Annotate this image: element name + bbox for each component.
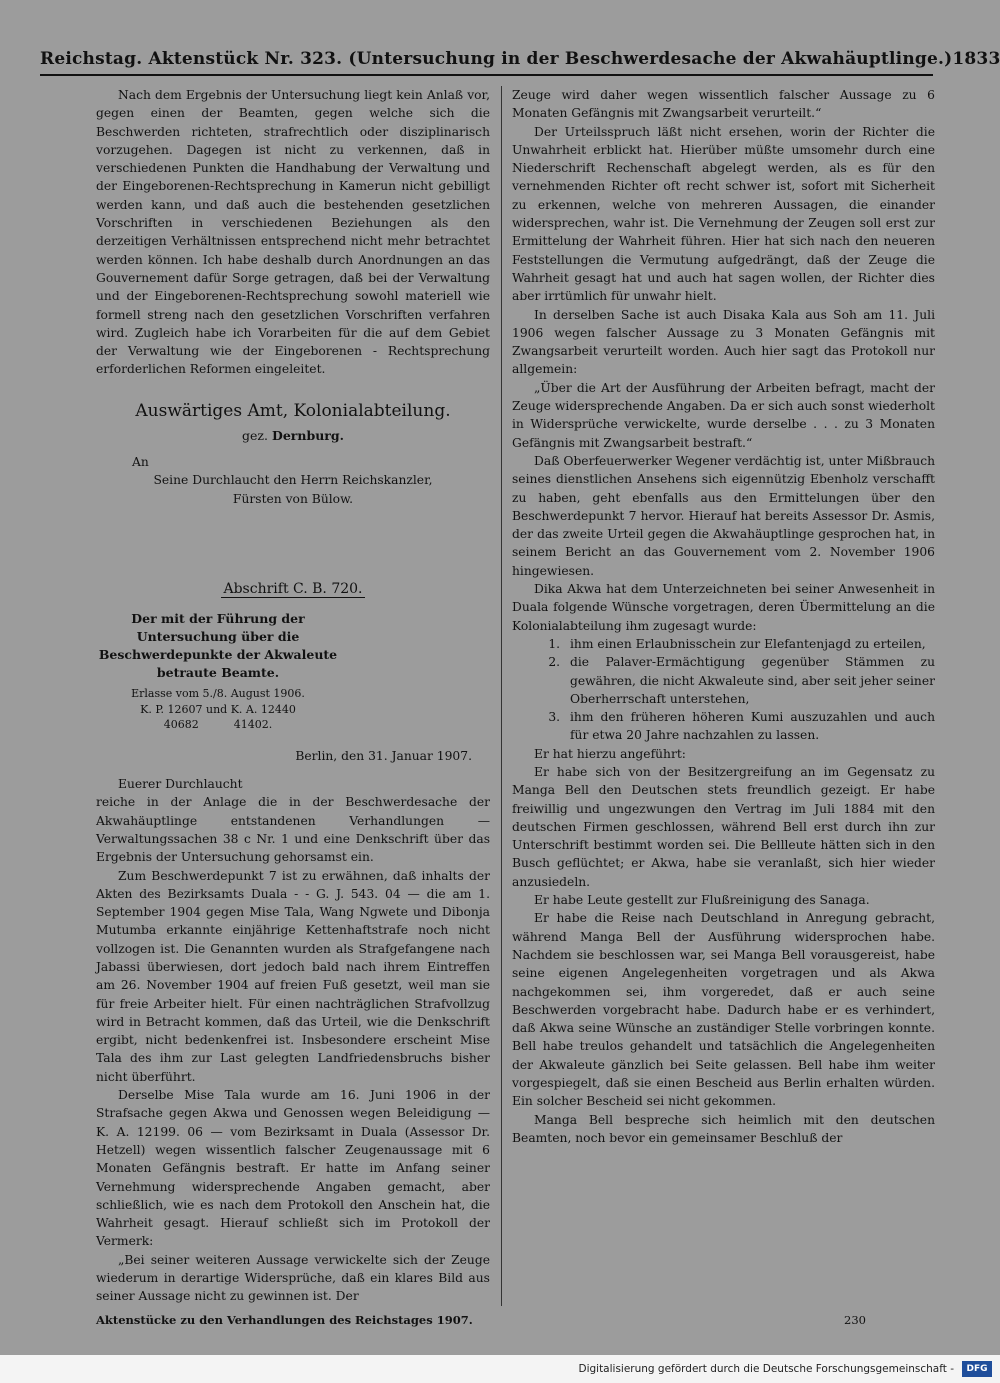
left-column — [96, 86, 490, 1306]
address-line: Fürsten von Bülow. — [232, 491, 354, 506]
list-item: 2. die Palaver-Ermächtigung gegenüber Stämmen zu gewähren, die nicht Akwaleute sind, aber seit jeher seiner Oberherrschaft unterstehen, — [564, 653, 935, 708]
running-title: Reichstag. Aktenstück Nr. 323. (Untersuchung in der Beschwerdesache der Akwahäuptlinge.) — [40, 49, 953, 69]
wishes-list — [512, 635, 935, 745]
signed-prefix: gez. — [242, 427, 268, 443]
decree-line: K. P. 12607 und K. A. 12440 — [140, 702, 296, 716]
page-number: 1833 — [952, 49, 1000, 69]
list-item: 3. ihm den früheren höheren Kumi auszuzahlen und auch für etwa 20 Jahre nachzahlen zu lassen. — [564, 708, 935, 745]
dateline: Berlin, den 31. Januar 1907. — [295, 748, 472, 763]
paragraph: Er habe Leute gestellt zur Flußreinigung des Sanaga. — [534, 893, 870, 908]
list-item: 1. ihm einen Erlaubnisschein zur Elefantenjagd zu erteilen, — [564, 635, 935, 653]
decree-reference — [96, 686, 490, 733]
footer-publication: Aktenstücke zu den Verhandlungen des Reichstages 1907. — [96, 1313, 473, 1327]
decree-line: Erlasse vom 5./8. August 1906. — [131, 687, 305, 701]
paragraph: Zeuge wird daher wegen wissentlich falscher Aussage zu 6 Monaten Gefängnis mit Zwangsarbeit verurteilt.“ — [512, 88, 935, 121]
credit-text: Digitalisierung gefördert durch die Deutsche Forschungsgemeinschaft - — [578, 1363, 954, 1375]
quoted-paragraph: „Über die Art der Ausführung der Arbeiten befragt, macht der Zeuge widersprechende Angaben. Da er sich auch sonst wiederholt in Widersprüche verwickelte, wurde derselbe . . . zu 3 Monaten Gefängnis mit Zwangsarbeit bestraft.“ — [512, 380, 935, 450]
paragraph: Er habe die Reise nach Deutschland in Anregung gebracht, während Manga Bell der Ausführung widersprochen habe. Nachdem sie beschlossen war, sei Manga Bell vorausgereist, habe seine eigenen Angelegenheiten vorgetragen und als Akwa nachgekommen sei, ihm vorgeredet, daß er auch seine Beschwerden vorgebracht habe. Dadurch habe er es verhindert, daß Akwa seine Wünsche an zuständiger Stelle vorbringen konnte. Bell habe treulos gehandelt und tatsächlich die Angelegenheiten der Akwaleute gänzlich bei Seite gelassen. Bell habe ihm weiter vorgespiegelt, daß sie einen Bescheid aus Berlin erhalten würden. Ein solcher Bescheid sei nicht gekommen. — [512, 911, 935, 1109]
right-column — [512, 86, 935, 1147]
credit-bar — [0, 1355, 1000, 1383]
signed-line — [96, 427, 490, 445]
address-line: Seine Durchlaucht den Herrn Reichskanzler, — [153, 473, 433, 488]
paragraph: Der Urteilsspruch läßt nicht ersehen, worin der Richter die Unwahrheit erblickt hat. Hierüber müßte umsomehr durch eine Niederschrift Rechenschaft abgelegt werden, als es für den vernehmenden Richter oft recht schwer ist, sofort mit Sicherheit zu erkennen, welche von mehreren Aussagen, die einander widersprechen, wahr ist. Die Vernehmung der Zeugen soll erst zur Ermittelung der Wahrheit führen. Hier hat sich nach den neueren Feststellungen die Vermutung aufgedrängt, daß der Zeuge die Wahrheit gesagt hat und auch hat sagen wollen, der Richter dies aber irrtümlich für unwahr hielt. — [512, 124, 935, 304]
paragraph: In derselben Sache ist auch Disaka Kala aus Soh am 11. Juli 1906 wegen falscher Aussage zu 3 Monaten Gefängnis mit Zwangsarbeit verurteilt worden. Auch hier sagt das Protokoll nur allgemein: — [512, 307, 935, 377]
paragraph: Er hat hierzu angeführt: — [534, 746, 686, 761]
decree-line: 40682 41402. — [163, 718, 273, 732]
salutation: Euerer Durchlaucht — [118, 777, 243, 792]
paragraph: Er habe sich von der Besitzergreifung an im Gegensatz zu Manga Bell den Deutschen stets freundlich gezeigt. Er habe freiwillig und ungezwungen den Vertrag im Juli 1884 mit den deutschen Firmen geschlossen, während Bell erst durch ihn zur Unterschrift bestimmt worden sei. Die Bellleute hätten sich in den Busch geflüchtet; er Akwa, habe sie veranlaßt, sich hier wieder anzusiedeln. — [512, 764, 935, 889]
footer-page-number: 230 — [844, 1313, 866, 1327]
dfg-logo-icon: DFG — [962, 1361, 992, 1377]
address-line: An — [132, 455, 149, 470]
paragraph: Daß Oberfeuerwerker Wegener verdächtig ist, unter Mißbrauch seines dienstlichen Ansehens sich eigennützig Ebenholz verschafft zu haben, geht ebenfalls aus den Ermittelungen über den Beschwerdepunkt 7 hervor. Hierauf hat bereits Assessor Dr. Asmis, der das zweite Urteil gegen die Akwahäuptlinge gesprochen hat, in seinem Bericht an das Gouvernement vom 2. November 1906 hingewiesen. — [512, 453, 935, 578]
paragraph: Derselbe Mise Tala wurde am 16. Juni 1906 in der Strafsache gegen Akwa und Genossen wegen Beleidigung — K. A. 12199. 06 — vom Bezirksamt in Duala (Assessor Dr. Hetzell) wegen wissentlich falscher Zeugenaussage mit 6 Monaten Gefängnis bestraft. Er hatte im Anfang seiner Vernehmung widersprechende Angaben gemacht, aber schließlich, wie es nach dem Protokoll den Anschein hat, die Wahrheit gesagt. Hierauf schließt sich im Protokoll der Vermerk: — [96, 1088, 490, 1249]
paragraph: Nach dem Ergebnis der Untersuchung liegt kein Anlaß vor, gegen einen der Beamten, gegen welche sich die Beschwerden richteten, strafrechtlich oder disziplinarisch vorzugehen. Dagegen ist nicht zu verkennen, daß in verschiedenen Punkten die Handhabung der Verwaltung und der Eingeborenen-Rechtsprechung in Kamerun nicht gebilligt werden kann, und daß auch die bestehenden gesetzlichen Vorschriften in verschiedenen Beziehungen als den derzeitigen Verhältnissen entsprechend nicht mehr betrachtet werden können. Ich habe deshalb durch Anordnungen an das Gouvernement dafür Sorge getragen, daß bei der Verwaltung und der Eingeborenen-Rechtsprechung sowohl materiell wie formell streng nach den gesetzlichen Vorschriften verfahren wird. Zugleich habe ich Vorarbeiten für die auf dem Gebiet der Verwaltung wie der Eingeborenen - Rechtsprechung erforderlichen Reformen eingeleitet. — [96, 88, 490, 377]
sender-block: Der mit der Führung der Untersuchung über die Beschwerdepunkte der Akwaleute betraute Beamte. — [98, 611, 338, 681]
paragraph: Manga Bell bespreche sich heimlich mit den deutschen Beamten, noch bevor ein gemeinsamer Beschluß der — [512, 1112, 935, 1145]
column-divider — [501, 86, 502, 1306]
paragraph: reiche in der Anlage die in der Beschwerdesache der Akwahäuptlinge entstandenen Verhandlungen — Verwaltungssachen 38 c Nr. 1 und eine Denkschrift über das Ergebnis der Untersuchung gehorsamst ein. — [96, 795, 490, 865]
quoted-paragraph: „Bei seiner weiteren Aussage verwickelte sich der Zeuge wiederum in derartige Widersprüche, daß ein klares Bild aus seiner Aussage nicht zu gewinnen ist. Der — [96, 1252, 490, 1304]
copy-label — [96, 580, 490, 598]
header-rule — [40, 74, 933, 76]
signature-office: Auswärtiges Amt, Kolonialabteilung. — [135, 400, 451, 421]
signed-name: Dernburg. — [271, 427, 344, 443]
paragraph: Dika Akwa hat dem Unterzeichneten bei seiner Anwesenheit in Duala folgende Wünsche vorgetragen, deren Übermittelung an die Kolonialabteilung ihm zugesagt wurde: — [512, 582, 935, 633]
paragraph: Zum Beschwerdepunkt 7 ist zu erwähnen, daß inhalts der Akten des Bezirksamts Duala - - G. J. 543. 04 — die am 1. September 1904 gegen Mise Tala, Wang Ngwete und Dibonja Mutumba erkannte einjährige Kettenhaftstrafe noch nicht vollzogen ist. Die Genannten wurden als Strafgefangene nach Jabassi überwiesen, dort jedoch bald nach ihrem Eintreffen am 26. November 1904 auf freien Fuß gesetzt, weil man sie für freie Arbeiter hielt. Für einen nachträglichen Strafvollzug wird in Betracht kommen, daß das Urteil, wie die Denkschrift ergibt, nicht bedenkenfrei ist. Insbesondere erscheint Mise Tala des ihm zur Last gelegten Landfriedensbruchs bisher nicht überführt. — [96, 868, 490, 1084]
page-header — [40, 44, 1000, 74]
copy-label-text: Abschrift C. B. 720. — [223, 580, 363, 597]
